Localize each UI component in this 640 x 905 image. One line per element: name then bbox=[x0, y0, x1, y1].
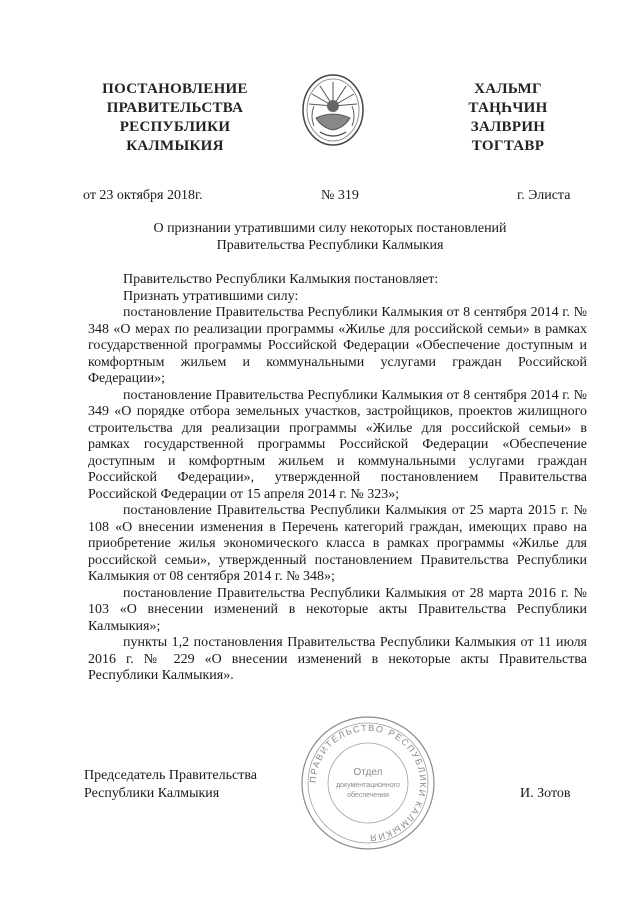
body-paragraph: постановление Правительства Республики Калмыкия от 28 марта 2016 г. № 103 «О внесении изменений в некоторые акты Правительства Республики Калмыкия»; bbox=[88, 585, 587, 634]
header-left-title bbox=[90, 80, 260, 156]
header-left-line: КАЛМЫКИЯ bbox=[126, 138, 224, 154]
seal-ring-text: ПРАВИТЕЛЬСТВО РЕСПУБЛИКИ КАЛМЫКИЯ bbox=[307, 722, 429, 844]
document-body bbox=[88, 272, 587, 685]
body-paragraph: Признать утратившими силу: bbox=[123, 288, 299, 304]
document-number: № 319 bbox=[321, 188, 359, 203]
official-seal-icon bbox=[298, 713, 438, 853]
document-title bbox=[90, 220, 570, 254]
header-right-title bbox=[448, 80, 568, 156]
body-paragraph: постановление Правительства Республики Калмыкия от 25 марта 2015 г. № 108 «О внесении изменения в Перечень категорий граждан, имеющих право на приобретение жилья экономического класса в рамках программы «Жилье для российской семьи», утвержденный постановлением Правительства Республики Калмыкия от 08 сентября 2014 г. № 348»; bbox=[88, 503, 587, 584]
header-left-line: ПОСТАНОВЛЕНИЕ bbox=[102, 81, 248, 97]
document-date: от 23 октября 2018г. bbox=[83, 188, 203, 203]
header-right-line: ХАЛЬМГ bbox=[474, 81, 542, 97]
body-paragraph: постановление Правительства Республики Калмыкия от 8 сентября 2014 г. № 348 «О мерах по реализации программы «Жилье для российской семьи» в рамках государственной программы Российской Федерации «Обеспечение доступным и комфортным жильем и коммунальными услугами граждан Российской Федерации»; bbox=[88, 305, 587, 386]
signature-position bbox=[84, 767, 257, 803]
document-title-line: О признании утратившими силу некоторых постановлений bbox=[153, 221, 507, 236]
header-left-line: ПРАВИТЕЛЬСТВА bbox=[106, 100, 244, 116]
header-right-line: ТОГТАВР bbox=[471, 138, 545, 154]
signature-position-line: Председатель Правительства bbox=[84, 768, 257, 783]
kalmykia-emblem-icon bbox=[300, 70, 366, 148]
header-right-line: ТАҢҺЧИН bbox=[468, 100, 548, 116]
header-right-line: ЗАЛВРИН bbox=[470, 119, 546, 135]
seal-center-line: Отдел bbox=[353, 767, 383, 778]
document-title-line: Правительства Республики Калмыкия bbox=[216, 238, 444, 253]
body-paragraph: постановление Правительства Республики Калмыкия от 8 сентября 2014 г. № 349 «О порядке отбора земельных участков, застройщиков, проектов жилищного строительства для реализации программы «Жилье для российской семьи» в рамках государственной программы Российской Федерации «Обеспечение доступным и комфортным жильем и коммунальными услугами граждан Российской Федерации», утвержденной постановлением Правительства Российской Федерации от 15 апреля 2014 г. № 323»; bbox=[88, 387, 587, 502]
body-paragraph: Правительство Республики Калмыкия постановляет: bbox=[123, 272, 439, 287]
header-left-line: РЕСПУБЛИКИ bbox=[119, 119, 231, 135]
document-city: г. Элиста bbox=[517, 188, 571, 203]
body-paragraph: пункты 1,2 постановления Правительства Республики Калмыкия от 11 июля 2016 г. № 229 «О внесении изменений в некоторые акты Правительства Республики Калмыкия». bbox=[88, 635, 587, 683]
signature-name: И. Зотов bbox=[520, 786, 571, 801]
seal-center-line: документационного bbox=[336, 782, 400, 789]
signature-position-line: Республики Калмыкия bbox=[84, 786, 220, 801]
seal-center-line: обеспечения bbox=[347, 792, 389, 799]
